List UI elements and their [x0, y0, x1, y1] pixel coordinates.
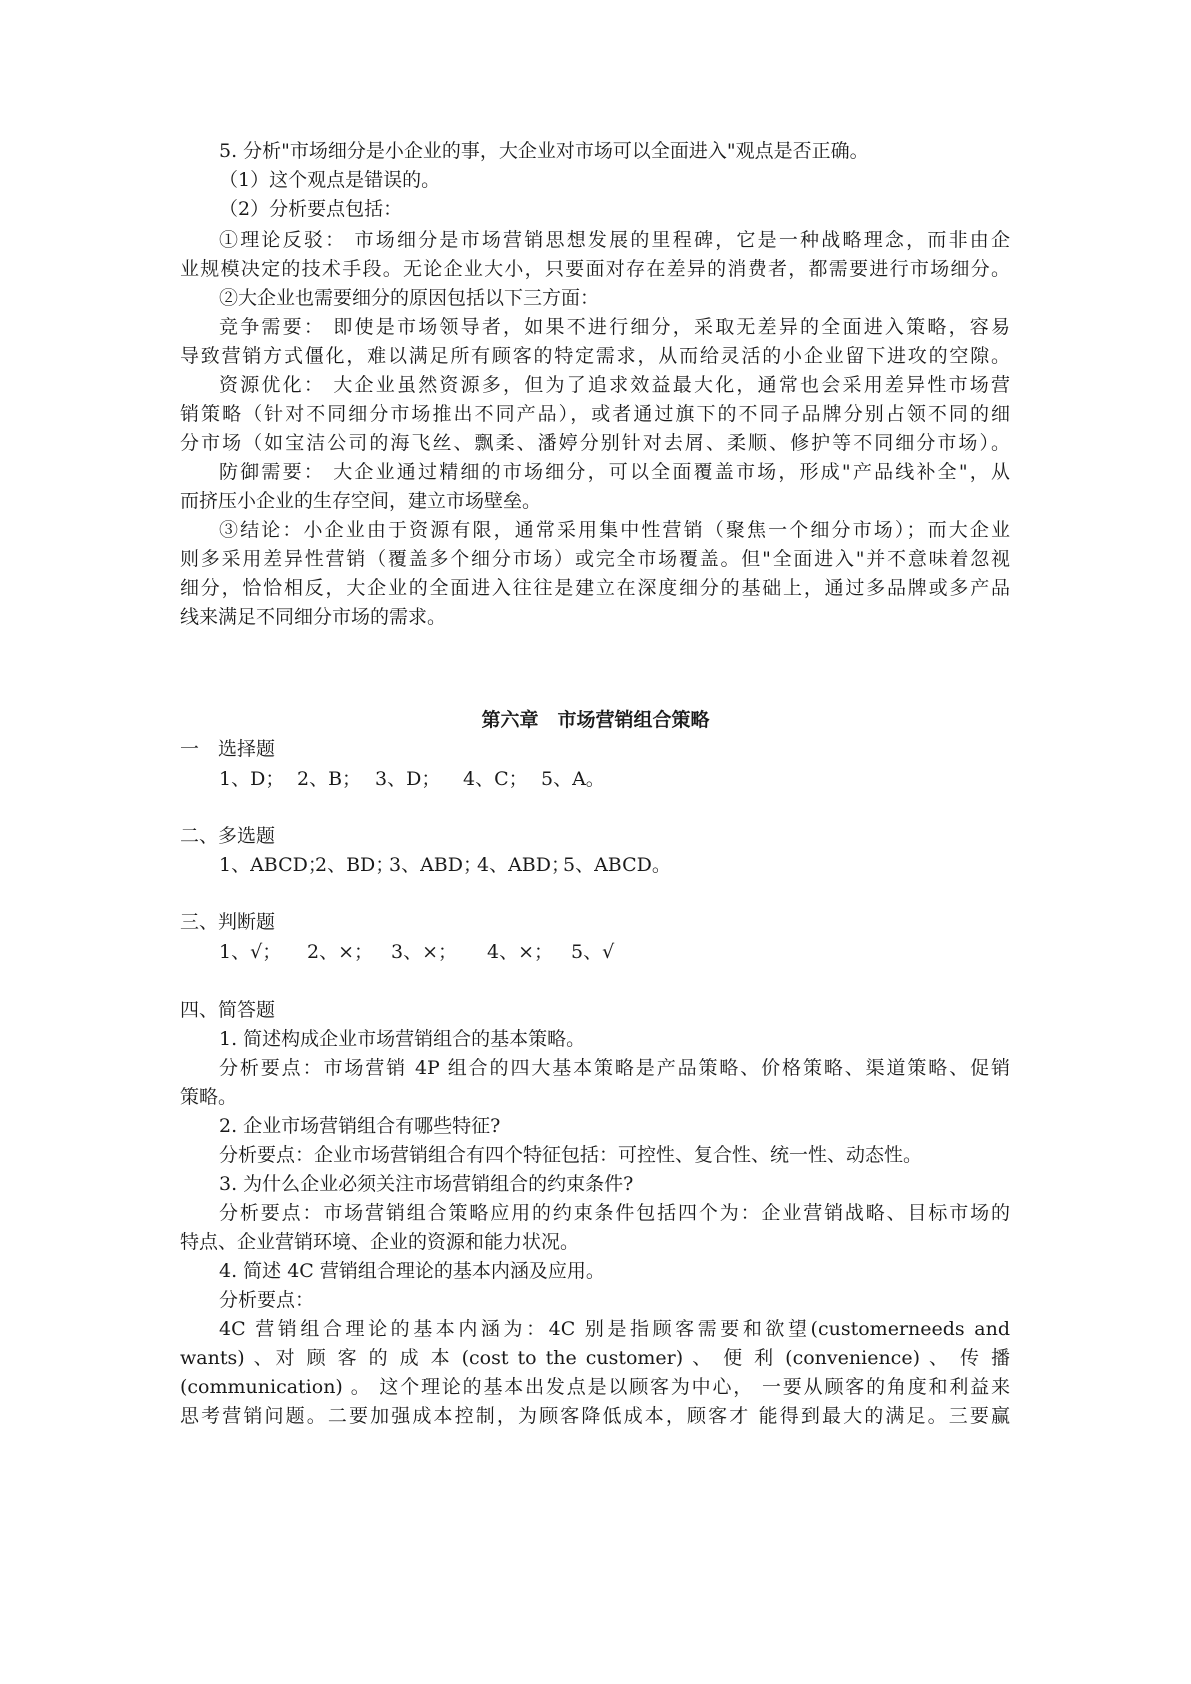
paragraph-line: 则多采用差异性营销（覆盖多个细分市场）或完全市场覆盖。但"全面进入"并不意味着忽视	[180, 548, 1010, 570]
short-question-2: 2. 企业市场营销组合有哪些特征?	[219, 1115, 501, 1137]
paragraph-line: 分析要点：	[219, 1289, 315, 1311]
paragraph-line: 分析要点：市场营销组合策略应用的约束条件包括四个为：企业营销战略、目标市场的	[219, 1202, 1010, 1224]
paragraph-line: 防御需要： 大企业通过精细的市场细分，可以全面覆盖市场，形成"产品线补全"，从	[219, 461, 1010, 483]
answer: 1、ABCD；	[219, 854, 327, 876]
judge-heading: 三、判断题	[180, 911, 276, 933]
answer: 4、C；	[463, 768, 528, 790]
answer: 3、ABD；	[389, 854, 483, 876]
choice-answers	[219, 767, 1010, 791]
paragraph-line: 细分，恰恰相反，大企业的全面进入往往是建立在深度细分的基础上，通过多品牌或多产品	[180, 577, 1010, 599]
paragraph-line: 思考营销问题。二要加强成本控制，为顾客降低成本，顾客才 能得到最大的满足。三要赢	[180, 1405, 1010, 1427]
paragraph-line: 特点、企业营销环境、企业的资源和能力状况。	[180, 1231, 580, 1253]
answer: 3、D；	[375, 768, 441, 790]
paragraph-line: 销策略（针对不同细分市场推出不同产品），或者通过旗下的不同子品牌分别占领不同的细	[180, 403, 1010, 425]
answer: 4、×；	[487, 941, 554, 963]
point-1: （1）这个观点是错误的。	[219, 169, 441, 191]
chapter-title: 第六章 市场营销组合策略	[481, 709, 710, 731]
paragraph-line: ①理论反驳： 市场细分是市场营销思想发展的里程碑，它是一种战略理念，而非由企	[219, 229, 1010, 251]
paragraph-line: wants) 、对 顾 客 的 成 本 (cost to the customer) 、 便 利 (convenience) 、 传 播	[180, 1347, 1010, 1369]
paragraph-line: 4C 营销组合理论的基本内涵为：4C 别是指顾客需要和欲望(customerneeds and	[219, 1318, 1010, 1340]
short-question-4: 4. 简述 4C 营销组合理论的基本内涵及应用。	[219, 1260, 605, 1282]
answer: 4、ABD；	[477, 854, 571, 876]
paragraph-line: 分析要点：企业市场营销组合有四个特征包括：可控性、复合性、统一性、动态性。	[219, 1144, 923, 1166]
paragraph-line: 分市场（如宝洁公司的海飞丝、飘柔、潘婷分别针对去屑、柔顺、修护等不同细分市场）。	[180, 432, 1010, 454]
answer: 5、A。	[541, 768, 605, 790]
paragraph-line: 导致营销方式僵化，难以满足所有顾客的特定需求，从而给灵活的小企业留下进攻的空隙。	[180, 345, 1010, 367]
short-question-3: 3. 为什么企业必须关注市场营销组合的约束条件?	[219, 1173, 634, 1195]
paragraph-line: 分析要点：市场营销 4P 组合的四大基本策略是产品策略、价格策略、渠道策略、促销	[219, 1057, 1010, 1079]
answer: 3、×；	[391, 941, 458, 963]
paragraph-line: ②大企业也需要细分的原因包括以下三方面：	[219, 287, 600, 309]
answer: 5、ABCD。	[563, 854, 671, 876]
paragraph-line: 竞争需要： 即使是市场领导者，如果不进行细分，采取无差异的全面进入策略，容易	[219, 316, 1010, 338]
question-5-title: 5. 分析"市场细分是小企业的事，大企业对市场可以全面进入"观点是否正确。	[219, 140, 869, 162]
choice-heading: 一 选择题	[180, 738, 276, 760]
paragraph-line: (communication) 。 这个理论的基本出发点是以顾客为中心， 一要从顾客的角度和利益来	[180, 1376, 1010, 1398]
answer: 2、×；	[307, 941, 374, 963]
paragraph-line: 线来满足不同细分市场的需求。	[180, 606, 447, 628]
answer: 1、D；	[219, 768, 285, 790]
paragraph-line: 而挤压小企业的生存空间，建立市场壁垒。	[180, 490, 542, 512]
short-question-1: 1. 简述构成企业市场营销组合的基本策略。	[219, 1028, 586, 1050]
answer: 2、B；	[297, 768, 362, 790]
short-heading: 四、简答题	[180, 999, 276, 1021]
paragraph-line: 业规模决定的技术手段。无论企业大小，只要面对存在差异的消费者，都需要进行市场细分。	[180, 258, 1010, 280]
answer: 5、√	[571, 941, 615, 963]
answer: 1、√；	[219, 941, 282, 963]
paragraph-line: 资源优化： 大企业虽然资源多，但为了追求效益最大化，通常也会采用差异性市场营	[219, 374, 1010, 396]
multi-heading: 二、多选题	[180, 825, 276, 847]
answer: 2、BD；	[315, 854, 395, 876]
point-2: （2）分析要点包括：	[219, 198, 403, 220]
paragraph-line: ③结论：小企业由于资源有限，通常采用集中性营销（聚焦一个细分市场）；而大企业	[219, 519, 1010, 541]
multi-answers	[219, 853, 1010, 877]
judge-answers	[219, 940, 1010, 964]
paragraph-line: 策略。	[180, 1086, 238, 1108]
